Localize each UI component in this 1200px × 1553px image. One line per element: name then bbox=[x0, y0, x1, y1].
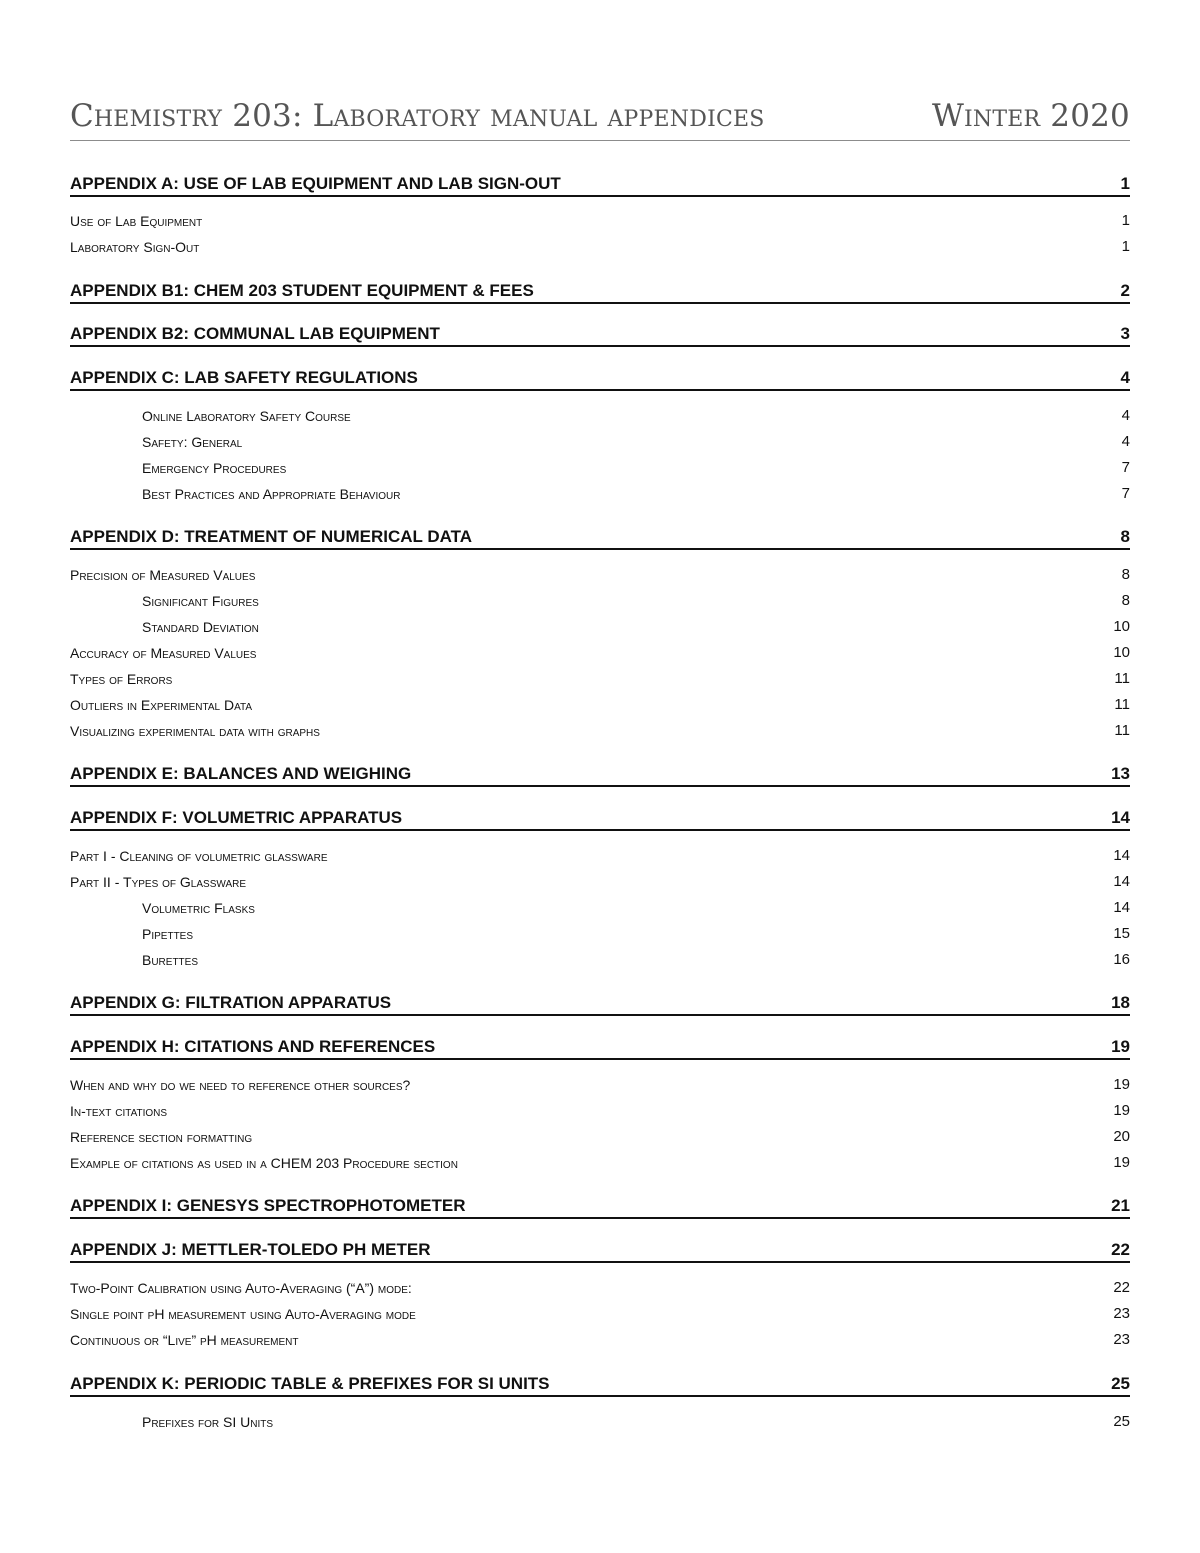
toc-entry-label: Visualizing experimental data with graphs bbox=[70, 723, 320, 739]
toc-entry[interactable] bbox=[70, 482, 1130, 502]
toc-appendix-entry[interactable] bbox=[70, 806, 1130, 831]
toc-entry-page-number: 22 bbox=[1111, 1240, 1130, 1259]
toc-entry-page-number: 7 bbox=[1121, 459, 1130, 476]
toc-entry[interactable] bbox=[70, 209, 1130, 229]
document-term: Winter 2020 bbox=[931, 98, 1130, 134]
toc-entry-label: Precision of Measured Values bbox=[70, 567, 256, 583]
toc-entry[interactable] bbox=[70, 1276, 1130, 1296]
toc-entry-label: Continuous or “Live” pH measurement bbox=[70, 1332, 299, 1348]
toc-entry[interactable] bbox=[70, 719, 1130, 739]
toc-entry-page-number: 1 bbox=[1121, 238, 1130, 255]
toc-appendix-entry[interactable] bbox=[70, 366, 1130, 391]
toc-entry-label: Reference section formatting bbox=[70, 1129, 253, 1145]
toc-entry-label: In-text citations bbox=[70, 1103, 168, 1119]
toc-entry-label: Significant Figures bbox=[142, 593, 259, 609]
toc-entry-label: APPENDIX F: VOLUMETRIC APPARATUS bbox=[70, 808, 403, 827]
toc-entry-page-number: 20 bbox=[1113, 1128, 1130, 1145]
toc-entry-page-number: 4 bbox=[1121, 407, 1130, 424]
toc-entry-page-number: 16 bbox=[1113, 951, 1130, 968]
toc-entry-page-number: 23 bbox=[1113, 1305, 1130, 1322]
toc-entry[interactable] bbox=[70, 563, 1130, 583]
toc-entry[interactable] bbox=[70, 404, 1130, 424]
toc-entry-page-number: 11 bbox=[1114, 696, 1130, 713]
toc-entry-page-number: 19 bbox=[1113, 1154, 1130, 1171]
toc-entry-label: APPENDIX C: LAB SAFETY REGULATIONS bbox=[70, 368, 418, 387]
toc-entry[interactable] bbox=[70, 456, 1130, 476]
toc-entry-label: Volumetric Flasks bbox=[142, 900, 255, 916]
document-title: Chemistry 203: Laboratory manual appendices bbox=[70, 98, 765, 134]
toc-entry-page-number: 18 bbox=[1111, 993, 1130, 1012]
toc-entry[interactable] bbox=[70, 896, 1130, 916]
toc-entry-label: Pipettes bbox=[142, 926, 194, 942]
toc-entry-page-number: 19 bbox=[1113, 1102, 1130, 1119]
toc-entry-label: Accuracy of Measured Values bbox=[70, 645, 257, 661]
toc-appendix-entry[interactable] bbox=[70, 322, 1130, 347]
toc-entry-label: Prefixes for SI Units bbox=[142, 1414, 274, 1430]
toc-entry-label: APPENDIX G: FILTRATION APPARATUS bbox=[70, 993, 392, 1012]
toc-entry-label: APPENDIX K: PERIODIC TABLE & PREFIXES FOR SI UNITS bbox=[70, 1374, 550, 1393]
toc-entry[interactable] bbox=[70, 1328, 1130, 1348]
toc-appendix-entry[interactable] bbox=[70, 762, 1130, 787]
toc-entry[interactable] bbox=[70, 589, 1130, 609]
toc-entry[interactable] bbox=[70, 667, 1130, 687]
toc-entry-page-number: 7 bbox=[1121, 485, 1130, 502]
toc-entry[interactable] bbox=[70, 1302, 1130, 1322]
toc-entry-page-number: 4 bbox=[1121, 433, 1130, 450]
toc-entry[interactable] bbox=[70, 1151, 1130, 1171]
toc-entry[interactable] bbox=[70, 844, 1130, 864]
toc-appendix-entry[interactable] bbox=[70, 1035, 1130, 1060]
toc-entry-page-number: 10 bbox=[1113, 618, 1130, 635]
toc-entry[interactable] bbox=[70, 615, 1130, 635]
toc-entry-page-number: 2 bbox=[1120, 281, 1130, 300]
toc-appendix-entry[interactable] bbox=[70, 1372, 1130, 1397]
toc-entry-page-number: 8 bbox=[1121, 592, 1130, 609]
toc-entry[interactable] bbox=[70, 235, 1130, 255]
toc-appendix-entry[interactable] bbox=[70, 525, 1130, 550]
toc-appendix-entry[interactable] bbox=[70, 1238, 1130, 1263]
toc-entry-label: Single point pH measurement using Auto-Averaging mode bbox=[70, 1306, 416, 1322]
toc-entry-label: APPENDIX I: GENESYS SPECTROPHOTOMETER bbox=[70, 1196, 466, 1215]
toc-entry-page-number: 25 bbox=[1113, 1413, 1130, 1430]
toc-entry[interactable] bbox=[70, 693, 1130, 713]
toc-entry-label: APPENDIX B1: CHEM 203 STUDENT EQUIPMENT & FEES bbox=[70, 281, 534, 300]
toc-entry-page-number: 22 bbox=[1113, 1279, 1130, 1296]
toc-entry-page-number: 14 bbox=[1113, 847, 1130, 864]
toc-entry-page-number: 13 bbox=[1111, 764, 1130, 783]
toc-entry-label: APPENDIX D: TREATMENT OF NUMERICAL DATA bbox=[70, 527, 473, 546]
toc-entry-page-number: 19 bbox=[1111, 1037, 1130, 1056]
toc-appendix-entry[interactable] bbox=[70, 1194, 1130, 1219]
toc-entry-page-number: 19 bbox=[1113, 1076, 1130, 1093]
toc-entry-label: Example of citations as used in a CHEM 203 Procedure section bbox=[70, 1155, 458, 1171]
toc-appendix-entry[interactable] bbox=[70, 172, 1130, 197]
toc-entry-label: When and why do we need to reference other sources? bbox=[70, 1077, 411, 1093]
toc-appendix-entry[interactable] bbox=[70, 279, 1130, 304]
toc-entry[interactable] bbox=[70, 948, 1130, 968]
toc-entry-label: Part II - Types of Glassware bbox=[70, 874, 247, 890]
toc-entry[interactable] bbox=[70, 1073, 1130, 1093]
toc-entry-label: Emergency Procedures bbox=[142, 460, 287, 476]
toc-entry-page-number: 25 bbox=[1111, 1374, 1130, 1393]
toc-entry-page-number: 3 bbox=[1120, 324, 1130, 343]
toc-entry-label: Online Laboratory Safety Course bbox=[142, 408, 351, 424]
page-header bbox=[70, 96, 1130, 141]
toc-entry-label: APPENDIX B2: COMMUNAL LAB EQUIPMENT bbox=[70, 324, 440, 343]
toc-entry-page-number: 14 bbox=[1113, 873, 1130, 890]
toc-entry[interactable] bbox=[70, 430, 1130, 450]
toc-entry-page-number: 14 bbox=[1113, 899, 1130, 916]
toc-entry-page-number: 14 bbox=[1111, 808, 1130, 827]
toc-entry-label: Standard Deviation bbox=[142, 619, 259, 635]
toc-entry[interactable] bbox=[70, 641, 1130, 661]
toc-entry-label: APPENDIX H: CITATIONS AND REFERENCES bbox=[70, 1037, 436, 1056]
toc-entry-label: Burettes bbox=[142, 952, 199, 968]
toc-entry-page-number: 1 bbox=[1121, 212, 1130, 229]
toc-entry-label: Laboratory Sign-Out bbox=[70, 239, 200, 255]
toc-entry-label: Best Practices and Appropriate Behaviour bbox=[142, 486, 401, 502]
toc-entry[interactable] bbox=[70, 1099, 1130, 1119]
toc-entry-page-number: 10 bbox=[1113, 644, 1130, 661]
toc-entry-label: Safety: General bbox=[142, 434, 243, 450]
toc-entry-page-number: 11 bbox=[1114, 670, 1130, 687]
toc-entry[interactable] bbox=[70, 1410, 1130, 1430]
toc-entry-label: Outliers in Experimental Data bbox=[70, 697, 253, 713]
toc-entry-page-number: 23 bbox=[1113, 1331, 1130, 1348]
toc-entry-page-number: 8 bbox=[1121, 566, 1130, 583]
toc-entry[interactable] bbox=[70, 870, 1130, 890]
toc-appendix-entry[interactable] bbox=[70, 991, 1130, 1016]
toc-entry-label: Types of Errors bbox=[70, 671, 173, 687]
toc-entry[interactable] bbox=[70, 1125, 1130, 1145]
toc-entry-page-number: 11 bbox=[1114, 722, 1130, 739]
toc-entry-page-number: 15 bbox=[1113, 925, 1130, 942]
toc-entry-label: APPENDIX J: METTLER-TOLEDO PH METER bbox=[70, 1240, 431, 1259]
toc-entry-label: Part I - Cleaning of volumetric glassware bbox=[70, 848, 328, 864]
toc-entry-label: APPENDIX E: BALANCES AND WEIGHING bbox=[70, 764, 412, 783]
toc-entry-label: APPENDIX A: USE OF LAB EQUIPMENT AND LAB SIGN-OUT bbox=[70, 174, 561, 193]
toc-entry-label: Use of Lab Equipment bbox=[70, 213, 203, 229]
toc-entry[interactable] bbox=[70, 922, 1130, 942]
toc-entry-page-number: 21 bbox=[1111, 1196, 1130, 1215]
toc-entry-page-number: 1 bbox=[1120, 174, 1130, 193]
toc-entry-page-number: 4 bbox=[1120, 368, 1130, 387]
toc-entry-label: Two-Point Calibration using Auto-Averaging (“A”) mode: bbox=[70, 1280, 412, 1296]
toc-entry-page-number: 8 bbox=[1120, 527, 1130, 546]
